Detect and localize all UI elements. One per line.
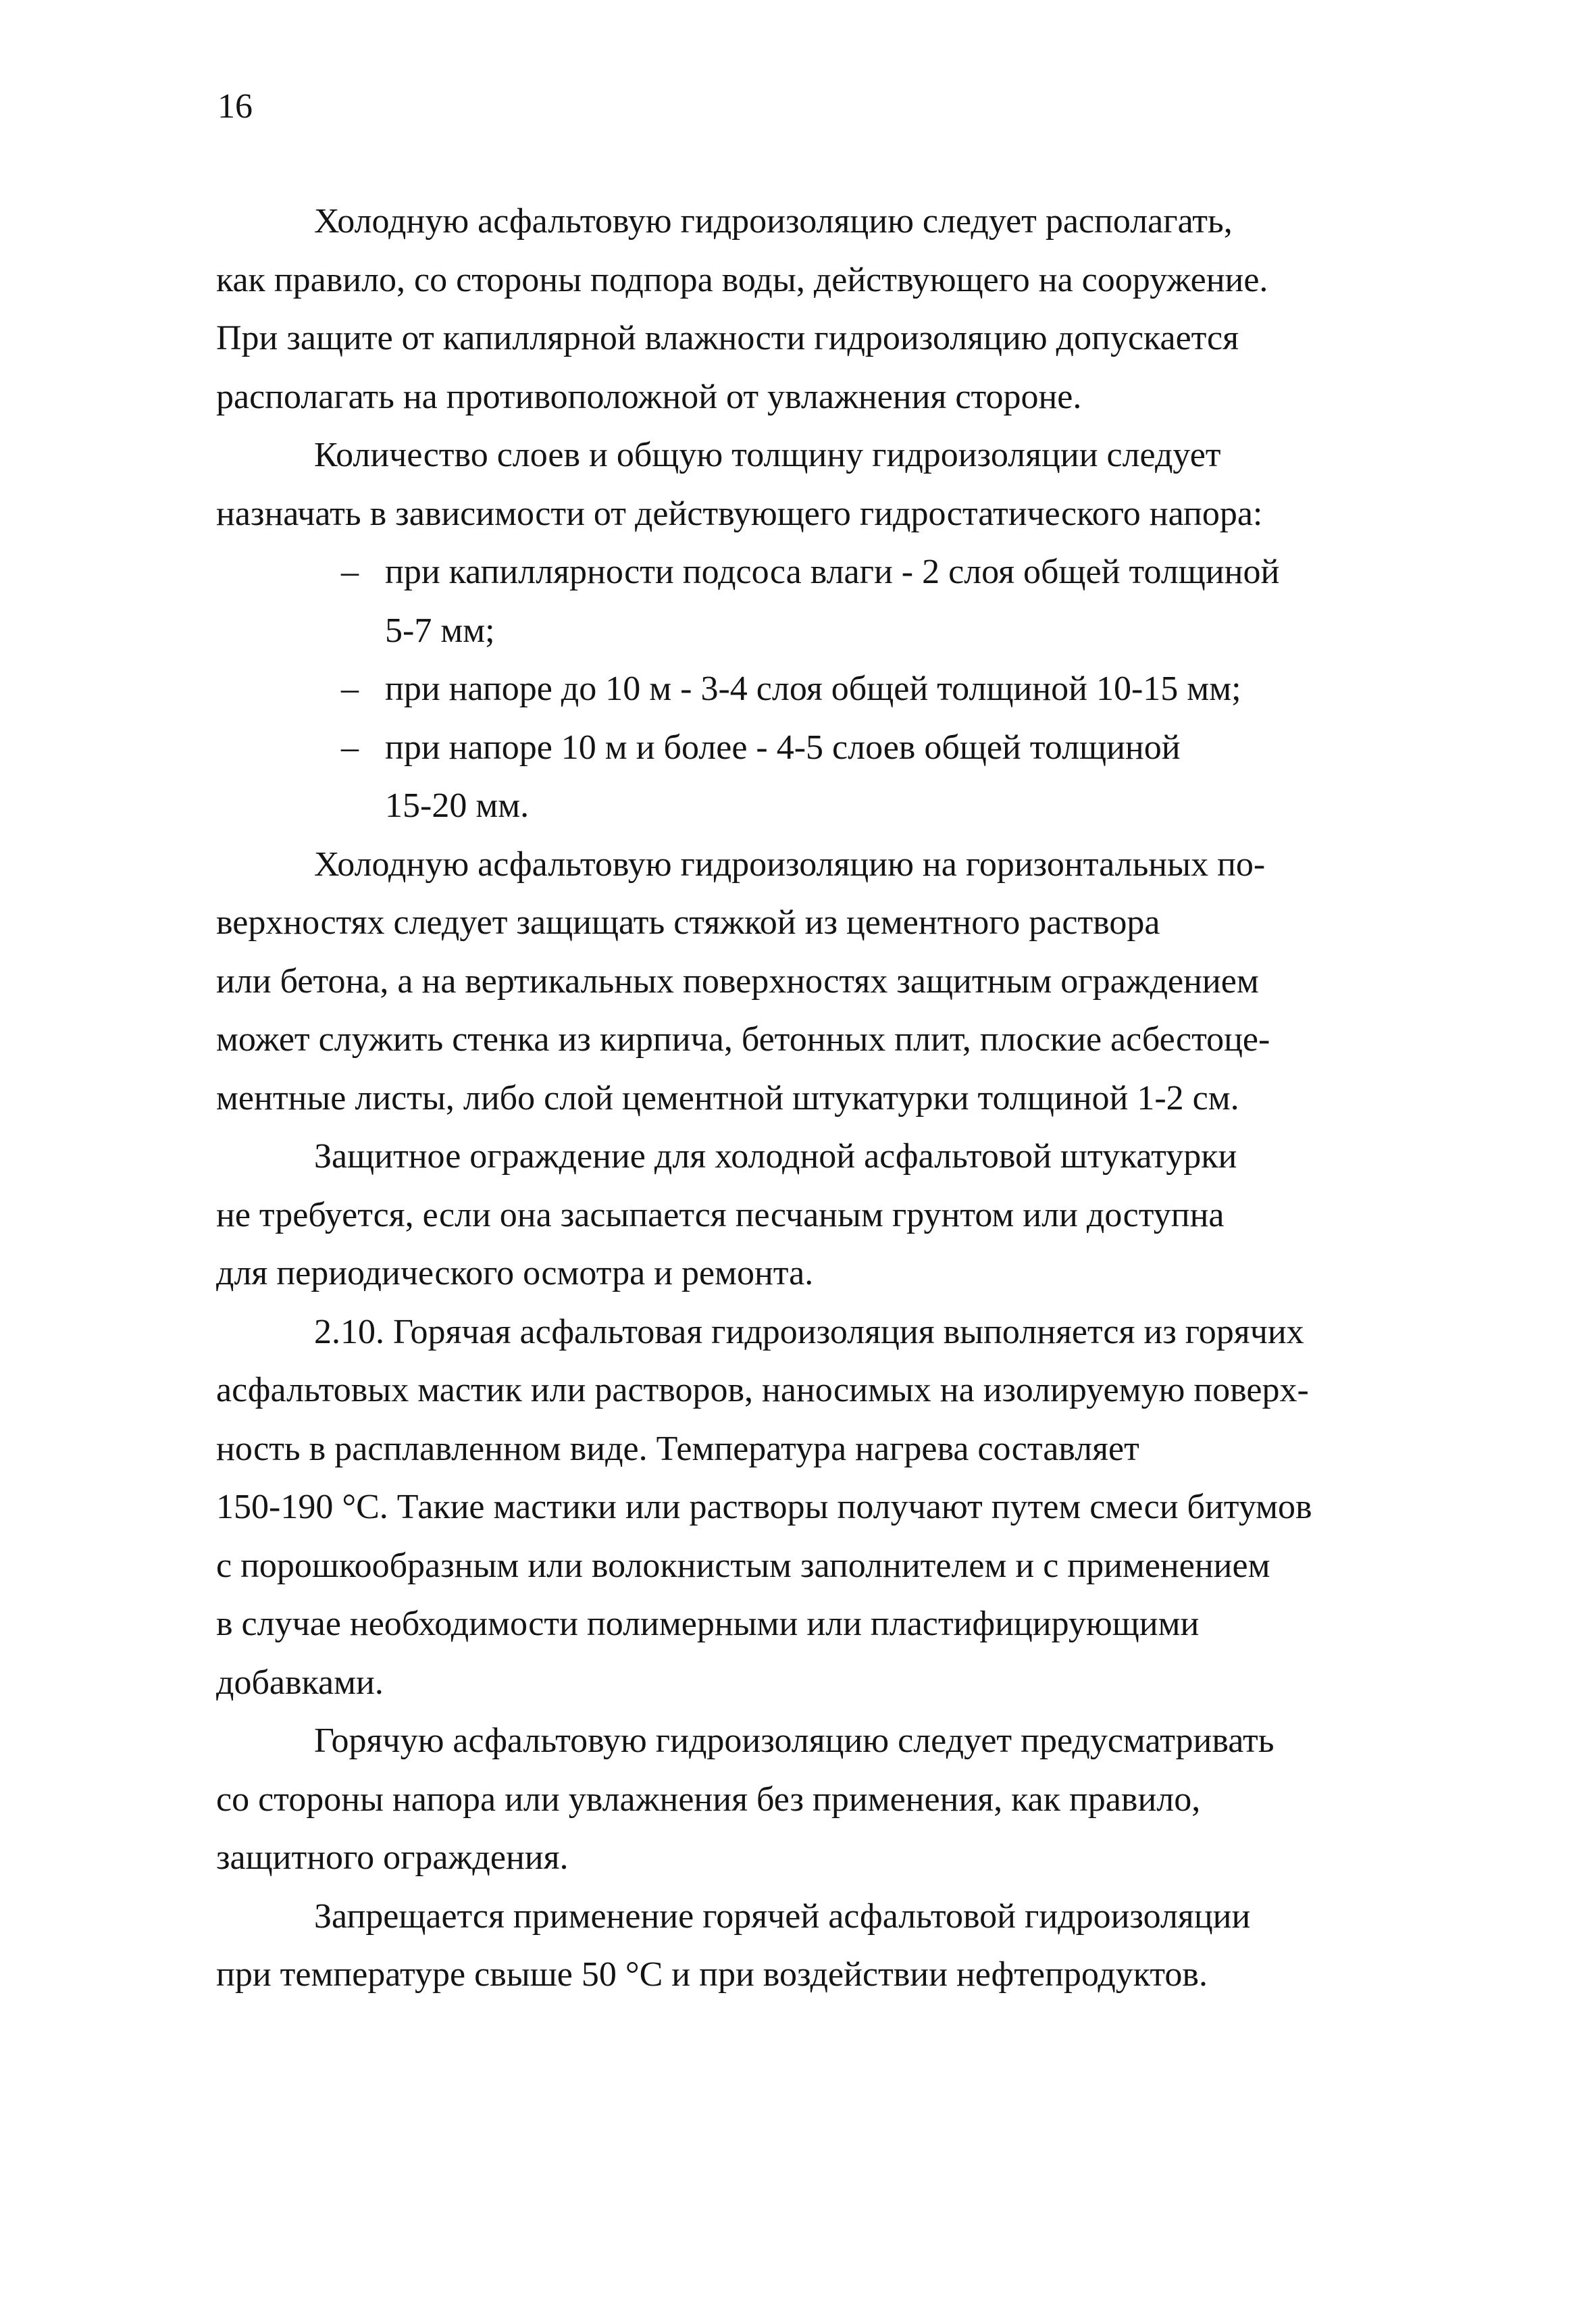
paragraph [216,1128,1405,1303]
paragraph-line: При защите от капиллярной влажности гидроизоляцию допускается [216,319,1239,357]
paragraph [216,193,1405,426]
paragraph-line: не требуется, если она засыпается песчаным грунтом или доступна [216,1195,1225,1234]
paragraph-line: Запрещается применение горячей асфальтовой гидроизоляции [314,1896,1251,1936]
paragraph-line: верхностях следует защищать стяжкой из цементного раствора [216,903,1160,942]
list-item-text: 15-20 мм. [385,786,530,825]
paragraph-line: со стороны напора или увлажнения без применения, как правило, [216,1780,1201,1819]
paragraph-line: Количество слоев и общую толщину гидроизоляции следует [314,436,1221,474]
dash-bullet: – [341,553,359,591]
paragraph-line: ность в расплавленном виде. Температура нагрева составляет [216,1429,1139,1468]
thickness-list [216,543,1405,836]
paragraph-line: в случае необходимости полимерными или пластифицирующими [216,1605,1200,1643]
list-item-text: при напоре до 10 м - 3-4 слоя общей толщиной 10-15 мм; [385,670,1241,708]
document-body [216,193,1405,2005]
section-2-10-paragraph [216,1303,1405,1713]
paragraph-line: добавками. [216,1663,384,1702]
paragraph-line: для периодического осмотра и ремонта. [216,1254,814,1292]
paragraph [216,836,1405,1128]
dash-bullet: – [341,728,359,767]
list-item [216,719,1405,836]
paragraph-line: или бетона, а на вертикальных поверхностях защитным ограждением [216,961,1259,1001]
paragraph-line: Холодную асфальтовую гидроизоляцию на горизонтальных по- [314,845,1266,884]
list-item-text: при капиллярности подсоса влаги - 2 слоя общей толщиной [385,553,1280,591]
paragraph-line: защитного ограждения. [216,1838,569,1877]
paragraph [216,426,1405,543]
page-number: 16 [217,87,253,126]
paragraph [216,1712,1405,1888]
paragraph-line: как правило, со стороны подпора воды, действующего на сооружение. [216,260,1268,299]
list-item [216,543,1405,660]
paragraph-line: ментные листы, либо слой цементной штукатурки толщиной 1-2 см. [216,1078,1239,1117]
paragraph-line: асфальтовых мастик или растворов, наносимых на изолируемую поверх- [216,1371,1309,1409]
paragraph-line: может служить стенка из кирпича, бетонных плит, плоские асбестоце- [216,1020,1270,1059]
list-item-text: 5-7 мм; [385,611,495,650]
paragraph-line: располагать на противоположной от увлажнения стороне. [216,377,1082,416]
paragraph-line: Холодную асфальтовую гидроизоляцию следует располагать, [314,202,1233,241]
paragraph-line: 2.10. Горячая асфальтовая гидроизоляция выполняется из горячих [314,1312,1304,1351]
paragraph-line: назначать в зависимости от действующего гидростатического напора: [216,494,1263,533]
paragraph-line: при температуре свыше 50 °С и при воздействии нефтепродуктов. [216,1955,1208,1994]
list-item [216,660,1405,719]
paragraph-line: Горячую асфальтовую гидроизоляцию следует предусматривать [314,1721,1275,1760]
paragraph-line: Защитное ограждение для холодной асфальтовой штукатурки [314,1137,1237,1176]
list-item-text: при напоре 10 м и более - 4-5 слоев общей толщиной [385,728,1181,767]
paragraph [216,1888,1405,2005]
paragraph-line: с порошкообразным или волокнистым заполнителем и с применением [216,1546,1270,1585]
paragraph-line: 150-190 °С. Такие мастики или растворы получают путем смеси битумов [216,1488,1312,1526]
dash-bullet: – [341,670,359,708]
